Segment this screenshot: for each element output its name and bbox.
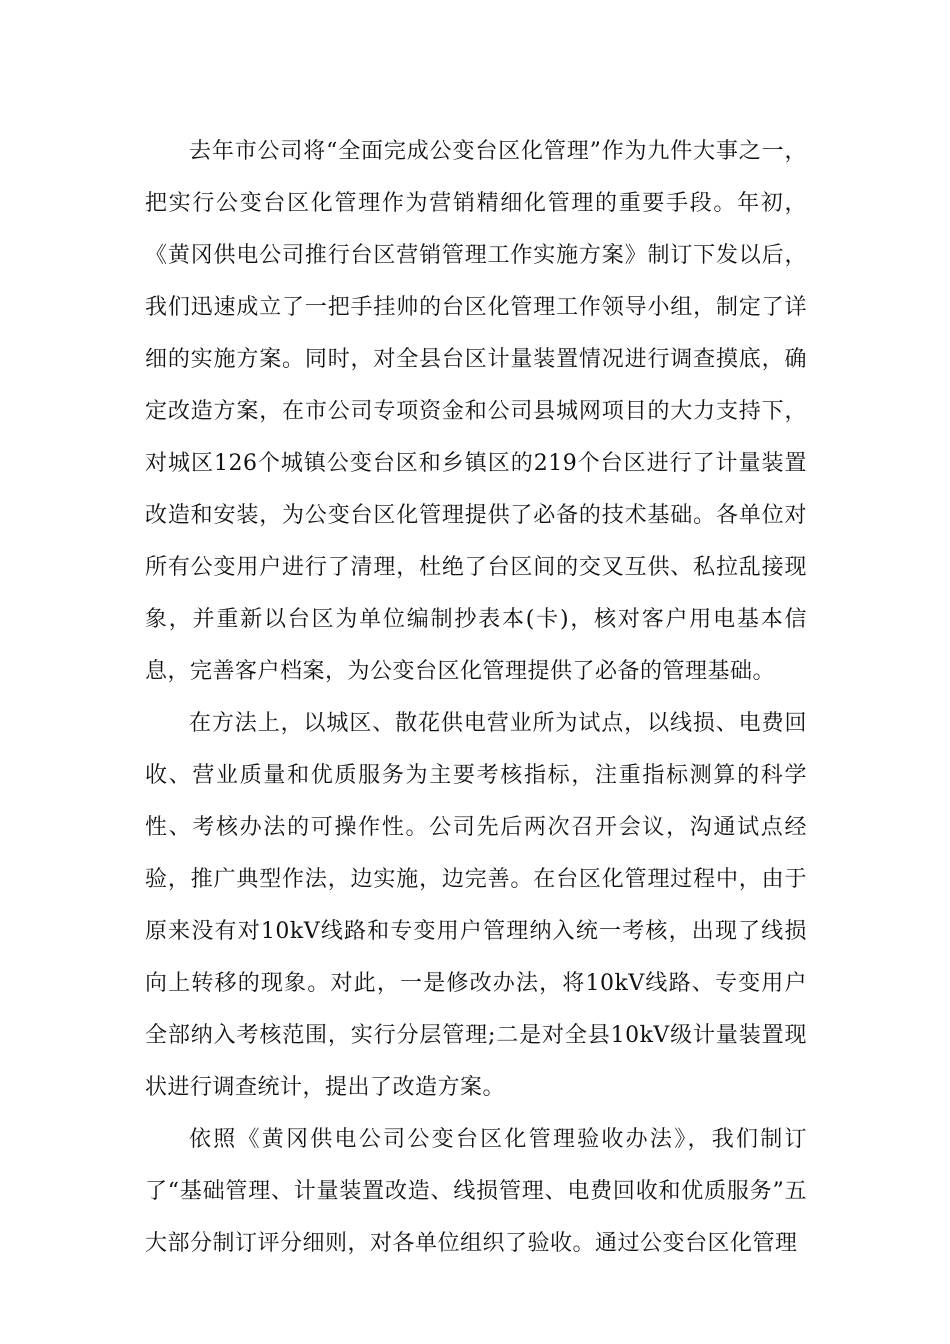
document-body: [145, 126, 807, 1270]
paragraph-2: 在方法上，以城区、散花供电营业所为试点，以线损、电费回收、营业质量和优质服务为主要考核指标，注重指标测算的科学性、考核办法的可操作性。公司先后两次召开会议，沟通试点经验，推广典型作法，边实施，边完善。在台区化管理过程中，由于原来没有对10kV线路和专变用户管理纳入统一考核，出现了线损向上转移的现象。对此，一是修改办法，将10kV线路、专变用户全部纳入考核范围，实行分层管理;二是对全县10kV级计量装置现状进行调查统计，提出了改造方案。: [145, 711, 807, 1100]
paragraph-1: 去年市公司将“全面完成公变台区化管理”作为九件大事之一，把实行公变台区化管理作为营销精细化管理的重要手段。年初，《黄冈供电公司推行台区营销管理工作实施方案》制订下发以后，我们迅速成立了一把手挂帅的台区化管理工作领导小组，制定了详细的实施方案。同时，对全县台区计量装置情况进行调查摸底，确定改造方案，在市公司专项资金和公司县城网项目的大力支持下，对城区126个城镇公变台区和乡镇区的219个台区进行了计量装置改造和安装，为公变台区化管理提供了必备的技术基础。各单位对所有公变用户进行了清理，杜绝了台区间的交叉互供、私拉乱接现象，并重新以台区为单位编制抄表本(卡)，核对客户用电基本信息，完善客户档案，为公变台区化管理提供了必备的管理基础。: [145, 139, 807, 684]
paragraph-3: 依照《黄冈供电公司公变台区化管理验收办法》，我们制订了“基础管理、计量装置改造、线损管理、电费回收和优质服务”五大部分制订评分细则，对各单位组织了验收。通过公变台区化管理: [145, 1127, 807, 1256]
